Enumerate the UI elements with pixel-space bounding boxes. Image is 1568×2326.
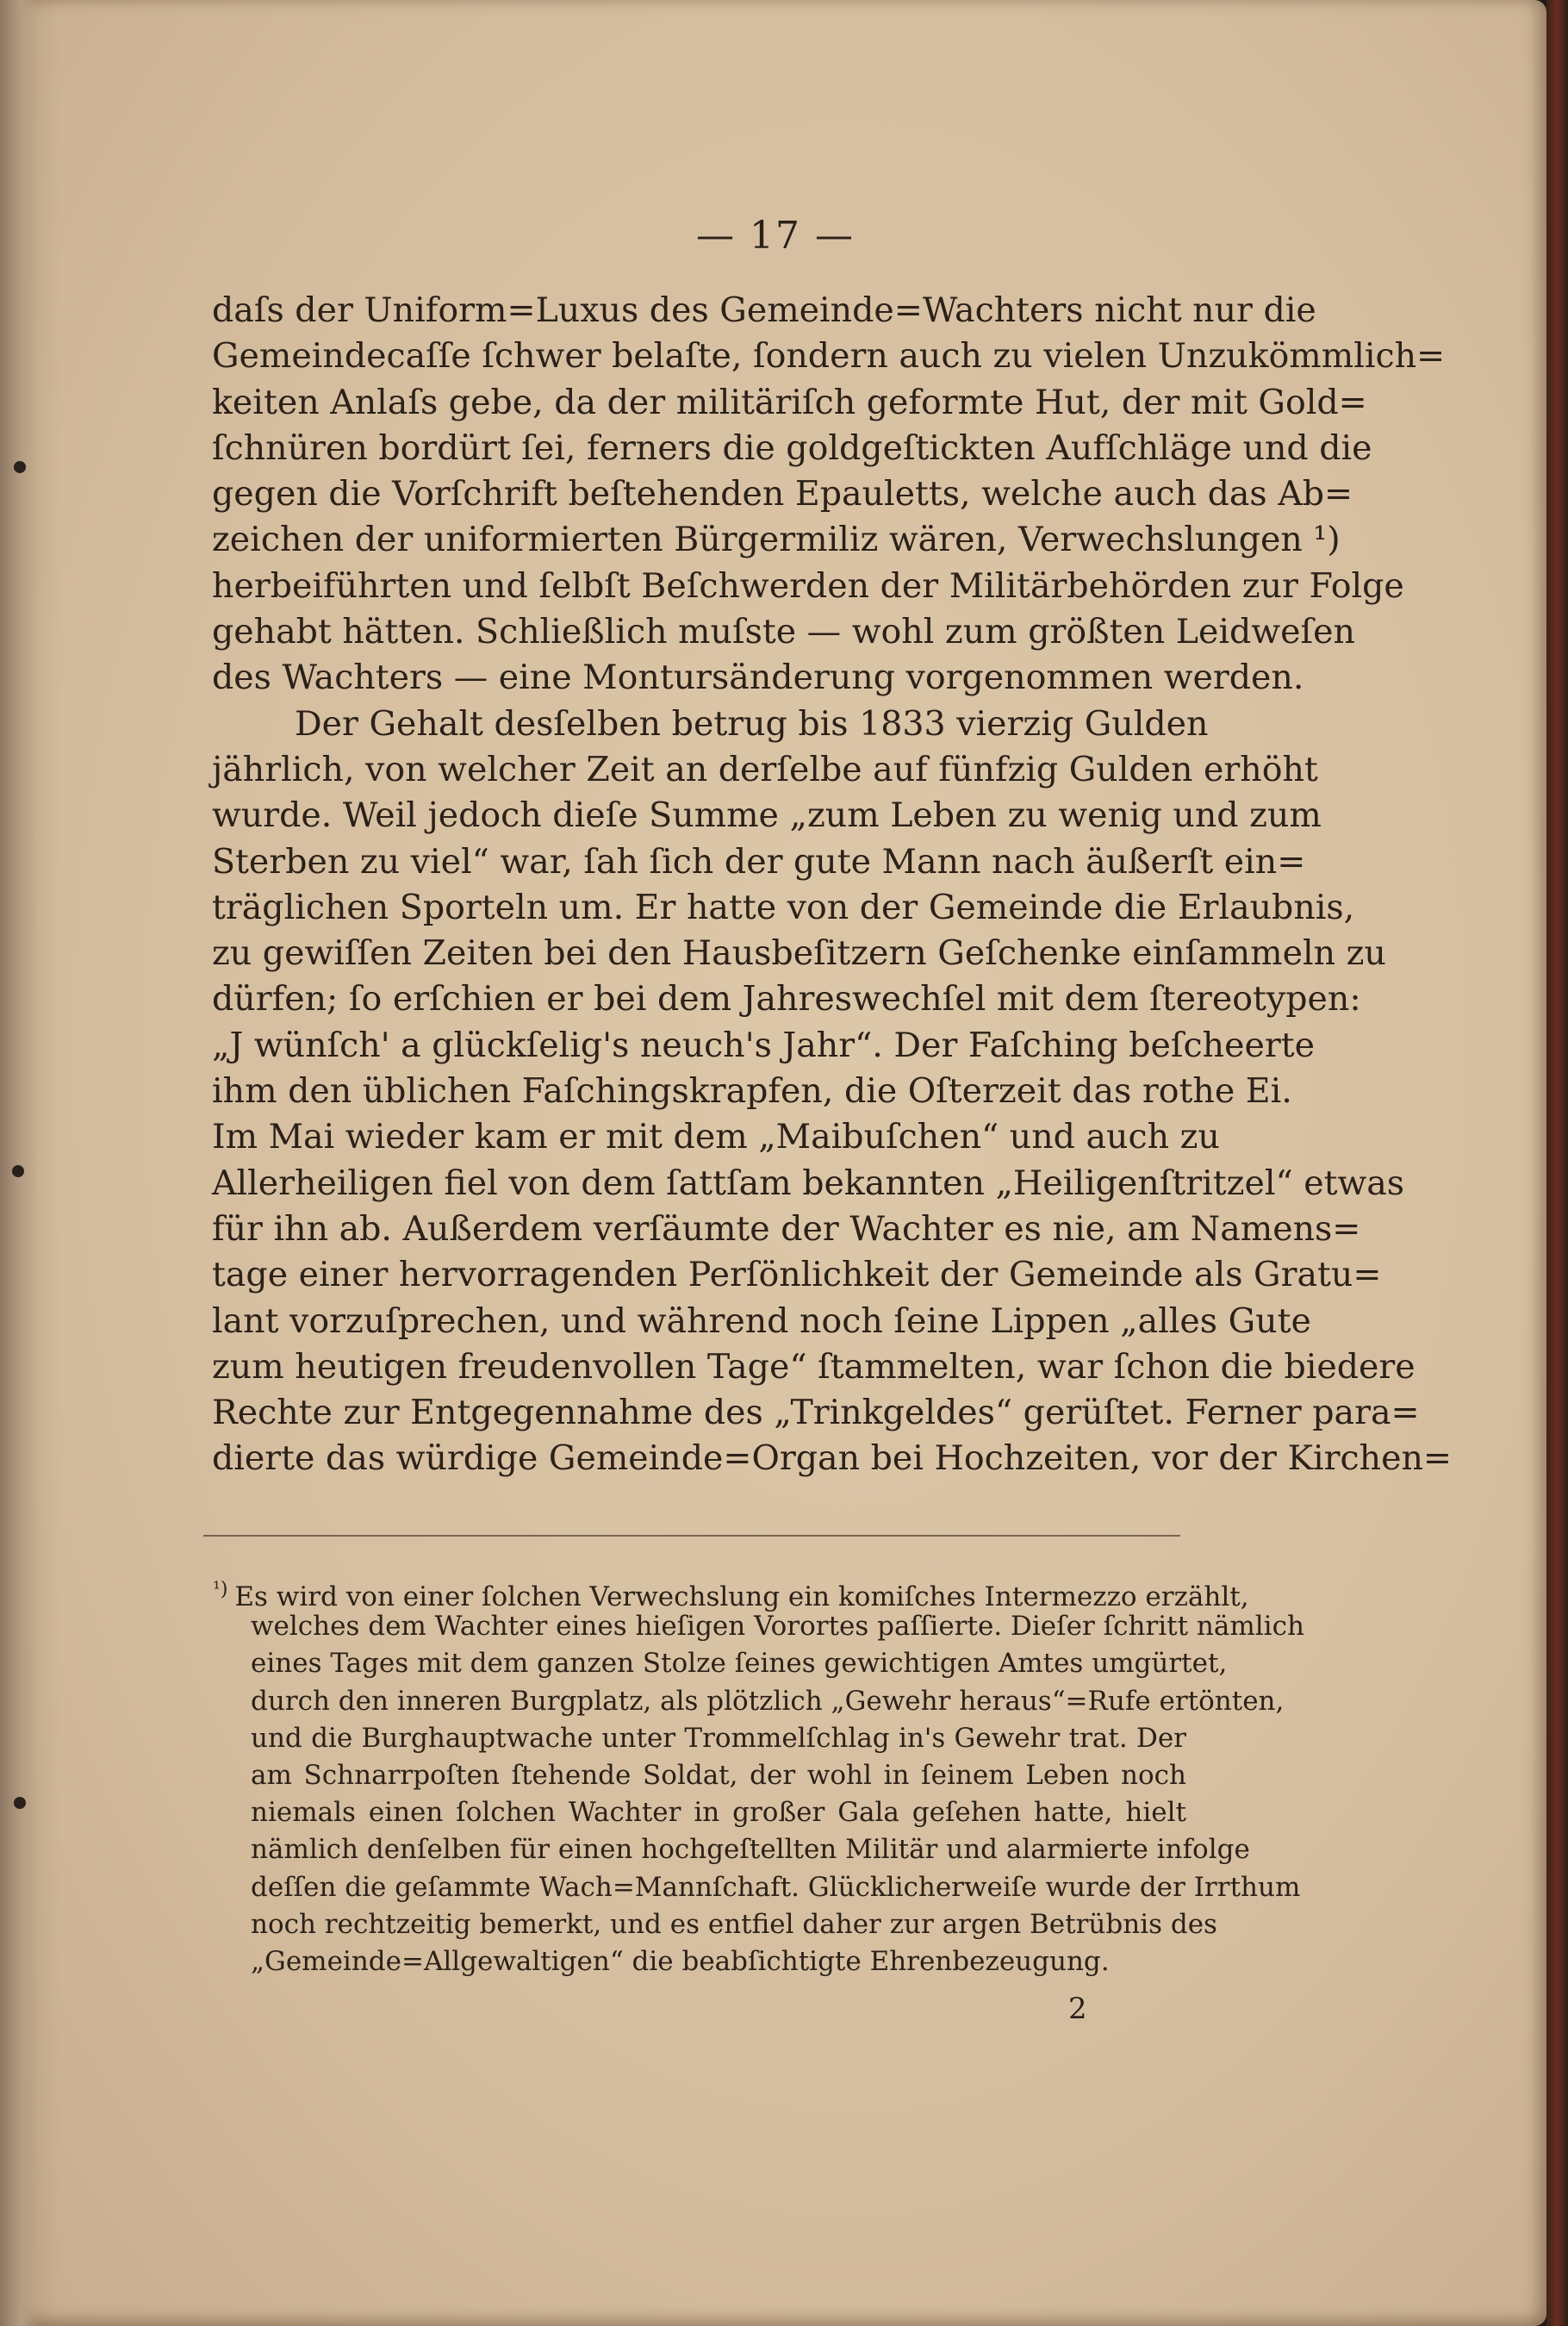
text-line: des Wachters — eine Montursänderung vorgenommen werden. <box>212 658 1304 698</box>
footnote-text: Es wird von einer ſolchen Verwechslung ein komiſches Intermezzo erzählt, <box>234 1581 1249 1612</box>
footnote-line: nämlich denſelben für einen hochgeſtellten Militär und alarmierte infolge <box>251 1834 1250 1866</box>
text-line: zeichen der uniformierten Bürgermiliz wären, Verwechslungen ¹) <box>212 520 1341 560</box>
text-line: jährlich, von welcher Zeit an derſelbe auf fünfzig Gulden erhöht <box>212 749 1318 789</box>
text-line: daſs der Uniform=Luxus des Gemeinde=Wachters nicht nur die <box>212 290 1316 330</box>
text-line: Gemeindecaſſe ſchwer belaſte, ſondern auch zu vielen Unzukömmlich= <box>212 336 1446 377</box>
binding-hole <box>14 461 26 473</box>
text-line: herbeiführten und ſelbſt Beſchwerden der Militärbehörden zur Folge <box>212 565 1404 606</box>
text-line: gegen die Vorſchrift beſtehenden Epauletts, welche auch das Ab= <box>212 474 1353 514</box>
text-line: Im Mai wieder kam er mit dem „Maibuſchen“ und auch zu <box>212 1117 1220 1157</box>
text-line: zum heutigen freudenvollen Tage“ ſtammelten, war ſchon die biedere <box>212 1346 1416 1387</box>
text-line: Rechte zur Entgegennahme des „Trinkgeldes“ gerüſtet. Ferner para= <box>212 1393 1420 1433</box>
text-line: zu gewiſſen Zeiten bei den Hausbeſitzern Geſchenke einſammeln zu <box>212 933 1386 974</box>
text-line: lant vorzuſprechen, und während noch ſeine Lippen „alles Gute <box>212 1300 1311 1341</box>
footnote-line: eines Tages mit dem ganzen Stolze ſeines gewichtigen Amtes umgürtet, <box>251 1648 1228 1680</box>
page-header-number: — 17 — <box>696 214 855 258</box>
signature-mark: 2 <box>1068 1992 1087 2026</box>
text-line: tage einer hervorragenden Perſönlichkeit der Gemeinde als Gratu= <box>212 1255 1382 1295</box>
footnote-line: durch den inneren Burgplatz, als plötzlich „Gewehr heraus“=Rufe ertönten, <box>251 1685 1285 1717</box>
text-line: träglichen Sporteln um. Er hatte von der Gemeinde die Erlaubnis, <box>212 887 1355 927</box>
text-line: Der Gehalt desſelben betrug bis 1833 vierzig Gulden <box>295 703 1209 744</box>
text-line: wurde. Weil jedoch dieſe Summe „zum Leben zu wenig und zum <box>212 795 1322 836</box>
footnote-line: „Gemeinde=Allgewaltigen“ die beabſichtigte Ehrenbezeugung. <box>251 1945 1110 1977</box>
text-line: für ihn ab. Außerdem verſäumte der Wachter es nie, am Namens= <box>212 1208 1361 1249</box>
footnote-line: am Schnarrpoſten ſtehende Soldat, der wohl in ſeinem Leben noch <box>251 1759 1186 1791</box>
binding-hole <box>14 1797 26 1809</box>
main-text <box>212 288 1452 1482</box>
footnote-line: noch rechtzeitig bemerkt, und es entfiel daher zur argen Betrübnis des <box>251 1908 1217 1940</box>
footnote-line: und die Burghauptwache unter Trommelſchlag in's Gewehr trat. Der <box>251 1722 1186 1754</box>
footnote-line: niemals einen ſolchen Wachter in großer Gala geſehen hatte, hielt <box>251 1797 1186 1829</box>
footnote <box>213 1571 1304 1980</box>
footnote-marker: ¹) <box>213 1579 228 1600</box>
page-binding-shadow <box>0 0 38 2326</box>
text-line: „J wünſch' a glückſelig's neuch's Jahr“. Der Faſching beſcheerte <box>212 1025 1315 1065</box>
footnote-divider <box>203 1535 1180 1537</box>
footnote-line: welches dem Wachter eines hieſigen Vorortes paſſierte. Dieſer ſchritt nämlich <box>251 1611 1304 1643</box>
binding-hole <box>12 1165 24 1177</box>
book-edge <box>1546 0 1568 2326</box>
text-line: ihm den üblichen Faſchingskrapfen, die Oſterzeit das rothe Ei. <box>212 1071 1292 1112</box>
text-line: dürfen; ſo erſchien er bei dem Jahreswechſel mit dem ſtereotypen: <box>212 979 1361 1020</box>
text-line: dierte das würdige Gemeinde=Organ bei Hochzeiten, vor der Kirchen= <box>212 1438 1452 1479</box>
footnote-line <box>213 1571 1249 1612</box>
text-line: keiten Anlaſs gebe, da der militäriſch geformte Hut, der mit Gold= <box>212 382 1367 422</box>
text-line: ſchnüren bordürt ſei, ferners die goldgeſtickten Aufſchläge und die <box>212 427 1372 468</box>
text-line: Sterben zu viel“ war, ſah ſich der gute Mann nach äußerſt ein= <box>212 841 1306 882</box>
text-line: Allerheiligen fiel von dem ſattſam bekannten „Heiligenſtritzel“ etwas <box>212 1163 1405 1203</box>
text-line: gehabt hätten. Schließlich muſste — wohl zum größten Leidweſen <box>212 612 1355 652</box>
footnote-line: deſſen die geſammte Wach=Mannſchaft. Glücklicherweiſe wurde der Irrthum <box>251 1871 1301 1903</box>
